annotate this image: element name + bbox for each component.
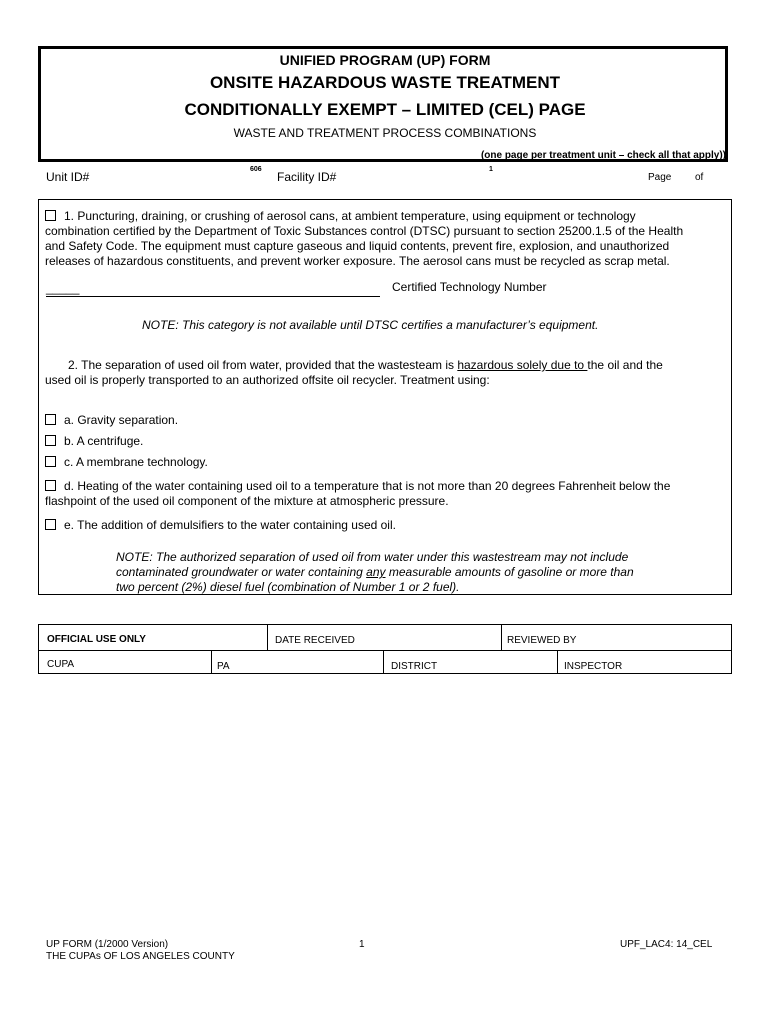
section1-line2: combination certified by the Department of Toxic Substances control (DTSC) pursuant to section 25200.1.5 of the Health bbox=[45, 224, 684, 238]
checkbox-option-d[interactable] bbox=[45, 480, 56, 491]
county-label: THE CUPAs OF LOS ANGELES COUNTY bbox=[46, 951, 235, 962]
form-heading: ONSITE HAZARDOUS WASTE TREATMENT bbox=[209, 73, 561, 92]
facility-id-label: Facility ID# bbox=[277, 170, 337, 184]
form-version: UP FORM (1/2000 Version) bbox=[46, 939, 169, 950]
option-e-label: e. The addition of demulsifiers to the water containing used oil. bbox=[64, 518, 396, 532]
checkbox-option-e[interactable] bbox=[45, 519, 56, 530]
footer-form-code: UPF_LAC4: 14_CEL bbox=[620, 939, 713, 950]
date-received-field[interactable]: DATE RECEIVED bbox=[275, 635, 355, 646]
section2-note-line2-end: measurable amounts of gasoline or more than bbox=[385, 565, 634, 579]
checkbox-option-b[interactable] bbox=[45, 435, 56, 446]
cupa-field[interactable]: CUPA bbox=[47, 659, 75, 670]
unit-id-code: 606 bbox=[250, 166, 262, 173]
pa-field[interactable]: PA bbox=[217, 661, 230, 672]
option-d-label-cont: flashpoint of the used oil component of the mixture at atmospheric pressure. bbox=[45, 494, 449, 508]
option-c bbox=[45, 455, 208, 470]
page-label: Page bbox=[648, 172, 672, 183]
reviewed-by-field[interactable]: REVIEWED BY bbox=[507, 635, 577, 646]
section2-underlined: hazardous solely due to bbox=[457, 358, 588, 372]
instruction-text: (one page per treatment unit – check all that apply)) bbox=[480, 150, 726, 161]
official-use-label: OFFICIAL USE ONLY bbox=[47, 634, 146, 645]
footer-page-number: 1 bbox=[359, 939, 365, 950]
option-b bbox=[45, 434, 143, 449]
of-label: of bbox=[695, 172, 704, 183]
section2-note-underlined: any bbox=[366, 565, 386, 579]
section1-line3: and Safety Code. The equipment must capture gaseous and liquid contents, prevent fire, explosion, and unauthorized bbox=[45, 239, 670, 253]
table-divider bbox=[211, 650, 212, 674]
inspector-field[interactable]: INSPECTOR bbox=[564, 661, 623, 672]
table-divider bbox=[267, 625, 268, 650]
cert-blank: _____ bbox=[46, 281, 80, 295]
section2-note-line3: two percent (2%) diesel fuel (combination of Number 1 or 2 fuel). bbox=[116, 580, 460, 594]
option-c-label: c. A membrane technology. bbox=[64, 455, 208, 469]
footer-left bbox=[46, 939, 235, 963]
section2-line1: 2. The separation of used oil from water, provided that the wastesteam is bbox=[68, 358, 458, 372]
unit-id-label: Unit ID# bbox=[46, 170, 90, 184]
section2-note-line2: contaminated groundwater or water containing bbox=[116, 565, 367, 579]
section2-note-line1: NOTE: The authorized separation of used oil from water under this wastestream may not include bbox=[116, 550, 629, 564]
form-subtitle: WASTE AND TREATMENT PROCESS COMBINATIONS bbox=[233, 126, 537, 140]
district-field[interactable]: DISTRICT bbox=[391, 661, 438, 672]
checkbox-option-a[interactable] bbox=[45, 414, 56, 425]
section1-text bbox=[45, 209, 725, 269]
option-b-label: b. A centrifuge. bbox=[64, 434, 144, 448]
form-subheading: CONDITIONALLY EXEMPT – LIMITED (CEL) PAGE bbox=[184, 100, 586, 119]
option-a-label: a. Gravity separation. bbox=[64, 413, 179, 427]
checkbox-option-1[interactable] bbox=[45, 210, 56, 221]
section1-note: NOTE: This category is not available until DTSC certifies a manufacturer’s equipment. bbox=[142, 318, 599, 332]
facility-id-code: 1 bbox=[489, 166, 493, 173]
option-a bbox=[45, 413, 178, 428]
section1-line1: 1. Puncturing, draining, or crushing of aerosol cans, at ambient temperature, using equipment or technology bbox=[64, 209, 636, 223]
option-e bbox=[45, 518, 396, 533]
option-d-label: d. Heating of the water containing used oil to a temperature that is not more than 20 degrees Fahrenheit below the bbox=[64, 479, 671, 493]
section1-line4: releases of hazardous constituents, and prevent worker exposure. The aerosol cans must be recycled as scrap metal. bbox=[45, 254, 670, 268]
table-divider bbox=[383, 650, 384, 674]
cert-number-line[interactable] bbox=[46, 296, 380, 297]
section2-line2: used oil is properly transported to an authorized offsite oil recycler. Treatment using: bbox=[45, 373, 490, 387]
option-d bbox=[45, 479, 727, 509]
cert-number-label: Certified Technology Number bbox=[392, 280, 547, 294]
table-divider bbox=[39, 650, 731, 651]
checkbox-option-c[interactable] bbox=[45, 456, 56, 467]
table-divider bbox=[501, 625, 502, 650]
official-use-table bbox=[38, 624, 732, 674]
form-title: UNIFIED PROGRAM (UP) FORM bbox=[279, 52, 491, 68]
section2-note bbox=[116, 550, 716, 595]
table-divider bbox=[557, 650, 558, 674]
section2-line1-end: the oil and the bbox=[587, 358, 663, 372]
section2-text bbox=[45, 358, 727, 388]
